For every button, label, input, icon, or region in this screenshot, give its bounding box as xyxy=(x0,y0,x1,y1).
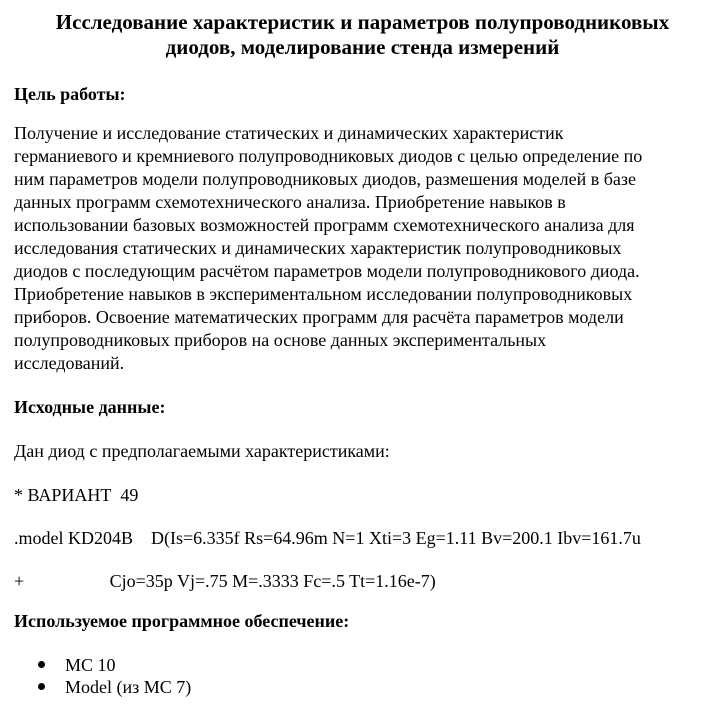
list-item xyxy=(38,676,191,698)
goal-line: Получение и исследование статических и динамических характеристик xyxy=(14,123,564,143)
goal-line: исследования статических и динамических характеристик полупроводниковых xyxy=(14,238,622,258)
list-item xyxy=(38,654,191,676)
page-title xyxy=(0,10,725,60)
software-list xyxy=(38,654,191,698)
goal-line: исследований. xyxy=(14,353,125,373)
goal-line: Приобретение навыков в экспериментальном исследовании полупроводниковых xyxy=(14,284,633,304)
goal-line: германиевого и кремниевого полупроводниковых диодов с целью определение по xyxy=(14,146,643,166)
variant-line: * ВАРИАНТ 49 xyxy=(14,485,139,505)
goal-paragraph xyxy=(14,122,719,375)
software-item-label: Model (из MC 7) xyxy=(65,677,192,697)
source-data-heading: Исходные данные: xyxy=(14,397,166,417)
goal-line: ним параметров модели полупроводниковых диодов, размешения моделей в базе xyxy=(14,169,637,189)
bullet-icon xyxy=(38,661,45,668)
goal-line: использовании базовых возможностей программ схемотехнического анализа для xyxy=(14,215,635,235)
software-item-label: MC 10 xyxy=(65,655,116,675)
software-heading: Используемое программное обеспечение: xyxy=(14,611,350,631)
source-data-intro: Дан диод с предполагаемыми характеристиками: xyxy=(14,441,390,461)
model-continuation-line: + Cjo=35p Vj=.75 M=.3333 Fc=.5 Tt=1.16e-7) xyxy=(14,571,436,591)
bullet-icon xyxy=(38,683,45,690)
goal-line: приборов. Освоение математических программ для расчёта параметров модели xyxy=(14,307,624,327)
goal-line: диодов с последующим расчётом параметров модели полупроводникового диода. xyxy=(14,261,640,281)
page-title-line-1: Исследование характеристик и параметров полупроводниковых xyxy=(55,10,670,34)
model-line: .model KD204B D(Is=6.335f Rs=64.96m N=1 Xti=3 Eg=1.11 Bv=200.1 Ibv=161.7u xyxy=(14,528,641,548)
page-title-line-2: диодов, моделирование стенда измерений xyxy=(165,35,560,59)
goal-line: данных программ схемотехнического анализа. Приобретение навыков в xyxy=(14,192,566,212)
goal-line: полупроводниковых приборов на основе данных экспериментальных xyxy=(14,330,547,350)
goal-heading: Цель работы: xyxy=(14,84,126,104)
